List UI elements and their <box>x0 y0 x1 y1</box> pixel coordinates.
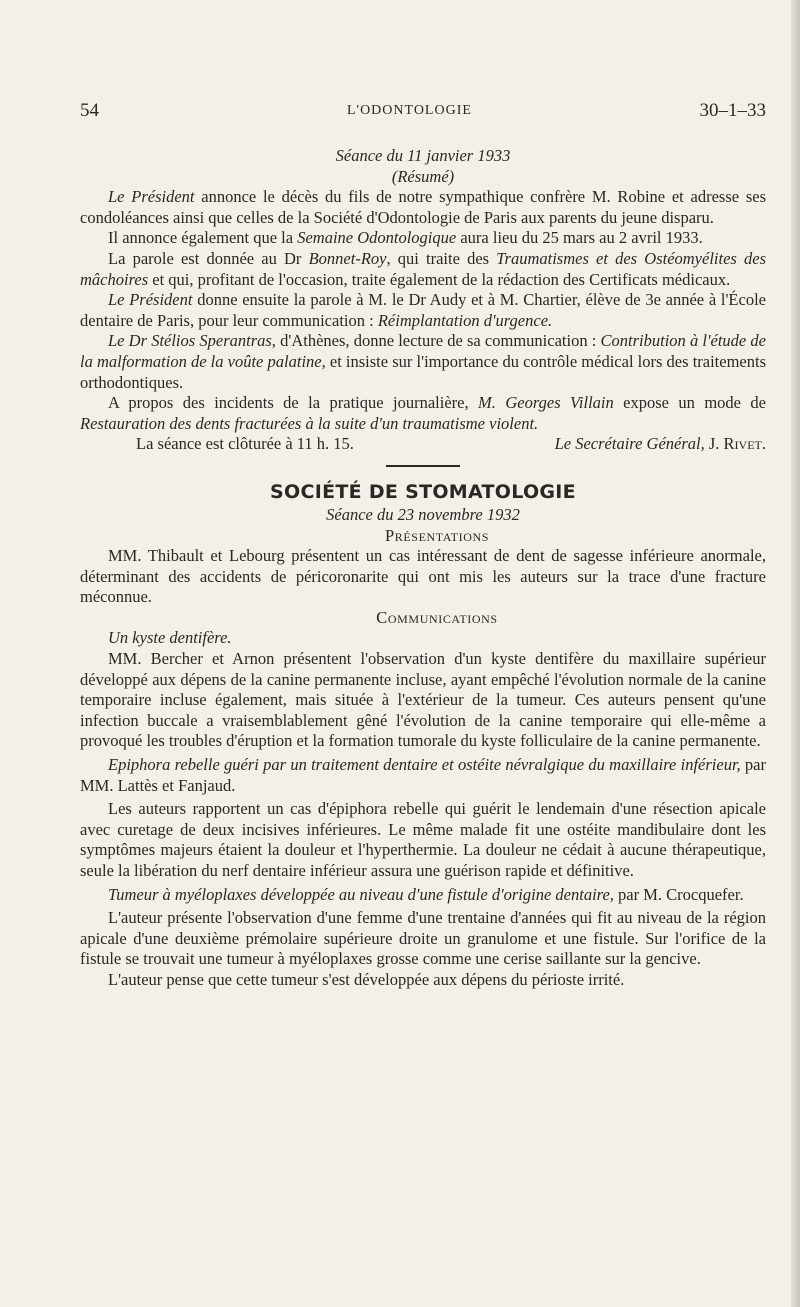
journal-title: L'ODONTOLOGIE <box>347 103 472 118</box>
paragraph-kyste: MM. Bercher et Arnon présentent l'observation d'un kyste dentifère du maxillaire supérieur développé aux dépens de la canine permanente incluse, ayant empêché l'évolution normale de la canine temporaire incluse également, mais située à l'extérieur de la tumeur. Ces auteurs pensent qu'une infection buccale a vraisemblablement gêné l'évolution de la canine temporaire qui elle-même a provoqué les troubles d'éruption et la formation tumorale du kyste folliculaire de la canine permanente. <box>80 649 766 751</box>
presentations-heading: Présentations <box>384 525 490 545</box>
issue-date: 30–1–33 <box>699 100 766 121</box>
paragraph-audy-chartier: Le Président donne ensuite la parole à M. le Dr Audy et à M. Chartier, élève de 3e année à l'École dentaire de Paris, pour leur communication : Réimplantation d'urgence. <box>80 290 766 330</box>
closing-line <box>80 434 766 455</box>
tumeur-heading: Tumeur à myéloplaxes développée au niveau d'une fistule d'origine dentaire, par M. Crocquefer. <box>108 884 744 904</box>
section-divider <box>386 465 460 467</box>
seance-heading: Séance du 11 janvier 1933 <box>335 146 511 165</box>
page-number: 54 <box>80 100 99 121</box>
paragraph-semaine: Il annonce également que la Semaine Odontologique aura lieu du 25 mars au 2 avril 1933. <box>108 228 703 248</box>
closing-text: La séance est clôturée à 11 h. 15. <box>136 434 354 454</box>
running-header <box>80 100 766 126</box>
section-title: SOCIÉTÉ DE STOMATOLOGIE <box>270 480 576 503</box>
paragraph-president-deces: Le Président annonce le décès du fils de notre sympathique confrère M. Robine et adresse ses condoléances ainsi que celles de la Société d'Odontologie de Paris aux parents du jeune disparu. <box>80 187 766 227</box>
signature: Le Secrétaire Général, J. Rivet. <box>554 434 766 454</box>
paragraph-epiphora: Les auteurs rapportent un cas d'épiphora rebelle qui guérit le lendemain d'une résection apicale avec curetage de deux incisives inférieures. Le même malade fit une ostéite mandibulaire dont les symptômes majeurs étaient la douleur et l'hyperthermie. La douleur ne cédait à aucune thérapeutique, seule la libération du nerf dentaire inférieur assura une guérison rapide et définitive. <box>80 799 766 880</box>
paragraph-thibault: MM. Thibault et Lebourg présentent un cas intéressant de dent de sagesse inférieure anormale, déterminant des accidents de péricoronarite qui ont mis les auteurs sur la trace d'une fracture méconnue. <box>80 546 766 607</box>
paragraph-villain: A propos des incidents de la pratique journalière, M. Georges Villain expose un mode de Restauration des dents fracturées à la suite d'un traumatisme violent. <box>80 393 767 433</box>
page-body <box>80 146 766 991</box>
paragraph-tumeur-1: L'auteur présente l'observation d'une femme d'une trentaine d'années qui fit au niveau de la région apicale d'une deuxième prémolaire supérieure droite un granulome et une fistule. Sur l'orifice de la fistule se trouvait une tumeur à myéloplaxes grosse comme une cerise saillante sur la gencive. <box>80 908 766 969</box>
epiphora-heading: Epiphora rebelle guéri par un traitement dentaire et ostéite névralgique du maxillaire inférieur, par MM. Lattès et Fanjaud. <box>80 755 767 795</box>
paragraph-tumeur-2: L'auteur pense que cette tumeur s'est développée aux dépens du périoste irrité. <box>108 969 625 989</box>
kyste-title: Un kyste dentifère. <box>108 628 232 648</box>
paragraph-sperantras: Le Dr Stélios Sperantras, d'Athènes, donne lecture de sa communication : Contribution à l'étude de la malformation de la voûte palatine, et insiste sur l'importance du contrôle médical lors des traitements orthodontiques. <box>80 331 767 392</box>
communications-heading: Communications <box>376 607 498 627</box>
page-edge <box>791 0 800 1307</box>
resume-label: (Résumé) <box>391 166 455 186</box>
paragraph-bonnet-roy: La parole est donnée au Dr Bonnet-Roy, qui traite des Traumatismes et des Ostéomyélites des mâchoires et qui, profitant de l'occasion, traite également de la rédaction des Certificats médicaux. <box>80 248 766 289</box>
seance-heading-2: Séance du 23 novembre 1932 <box>326 504 520 524</box>
